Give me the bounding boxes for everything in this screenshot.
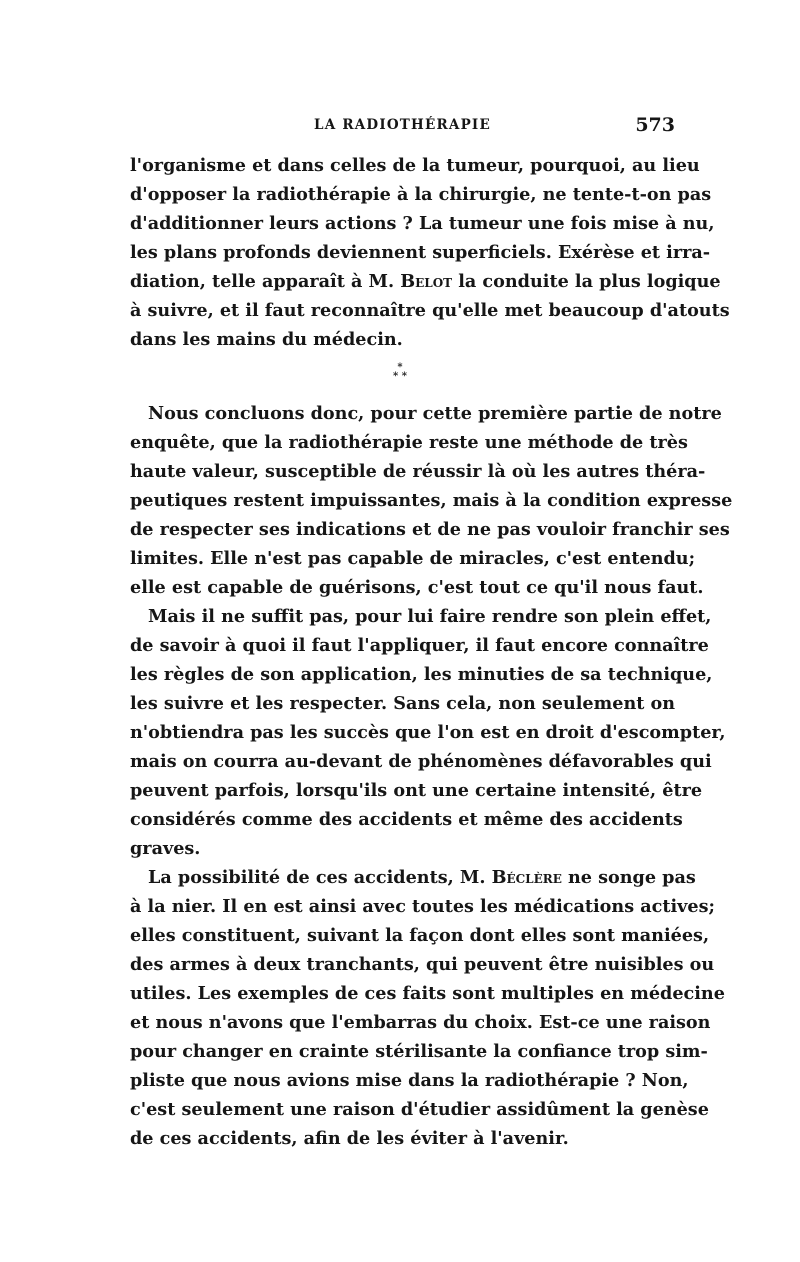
text-line: La possibilité de ces accidents, M. Béclère ne songe pas [148,867,696,888]
text-line: Mais il ne suffit pas, pour lui faire rendre son plein effet, [148,606,712,627]
text-line: haute valeur, susceptible de réussir là où les autres théra- [130,461,706,482]
author-name-belot: Belot [400,271,453,292]
text-line: Nous concluons donc, pour cette première partie de notre [148,403,722,424]
text-line: diation, telle apparaît à M. Belot la conduite la plus logique [130,271,721,292]
author-name-beclere: Béclère [491,867,562,888]
text-line: l'organisme et dans celles de la tumeur, pourquoi, au lieu [130,155,700,176]
text-line: pour changer en crainte stérilisante la confiance trop sim- [130,1041,708,1062]
text-line: de respecter ses indications et de ne pas vouloir franchir ses [130,519,730,540]
text-line: les plans profonds deviennent superficiels. Exérèse et irra- [130,242,711,263]
text-line: d'additionner leurs actions ? La tumeur une fois mise à nu, [130,213,715,234]
text-line: graves. [130,838,201,859]
running-head [130,114,675,141]
text-line: à la nier. Il en est ainsi avec toutes les médications actives; [130,896,715,917]
text-line: dans les mains du médecin. [130,329,403,350]
text-line: de ces accidents, afin de les éviter à l'avenir. [130,1128,569,1149]
section-separator-asterism: * * * [393,362,407,382]
text-line: les règles de son application, les minuties de sa technique, [130,664,713,685]
text-line: utiles. Les exemples de ces faits sont multiples en médecine [130,983,725,1004]
text-line: pliste que nous avions mise dans la radiothérapie ? Non, [130,1070,689,1091]
text-line: elle est capable de guérisons, c'est tout ce qu'il nous faut. [130,577,704,598]
text-line: enquête, que la radiothérapie reste une méthode de très [130,432,688,453]
running-title: LA RADIOTHÉRAPIE [314,117,491,133]
text-line: n'obtiendra pas les succès que l'on est en droit d'escompter, [130,722,726,743]
text-line: des armes à deux tranchants, qui peuvent être nuisibles ou [130,954,715,975]
text-line: de savoir à quoi il faut l'appliquer, il faut encore connaître [130,635,709,656]
text-line: à suivre, et il faut reconnaître qu'elle met beaucoup d'atouts [130,300,730,321]
text-line: c'est seulement une raison d'étudier assidûment la genèse [130,1099,709,1120]
text-line: peuvent parfois, lorsqu'ils ont une certaine intensité, être [130,780,703,801]
text-line: limites. Elle n'est pas capable de miracles, c'est entendu; [130,548,696,569]
text-line: les suivre et les respecter. Sans cela, non seulement on [130,693,676,714]
text-line: elles constituent, suivant la façon dont elles sont maniées, [130,925,710,946]
text-line: et nous n'avons que l'embarras du choix. Est-ce une raison [130,1012,711,1033]
page-number: 573 [635,114,675,136]
text-line: considérés comme des accidents et même des accidents [130,809,683,830]
text-line: mais on courra au-devant de phénomènes défavorables qui [130,751,712,772]
text-line: peutiques restent impuissantes, mais à la condition expresse [130,490,733,511]
text-line: d'opposer la radiothérapie à la chirurgie, ne tente-t-on pas [130,184,712,205]
